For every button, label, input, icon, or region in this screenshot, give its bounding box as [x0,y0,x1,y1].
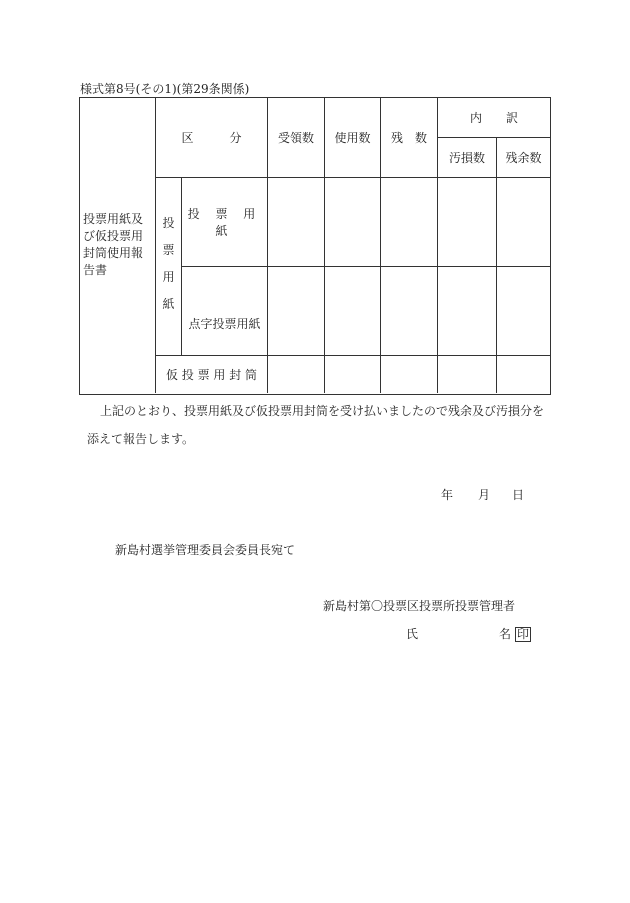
used-count-header: 使用数 [334,130,371,145]
group-label-char: 票 [162,243,175,257]
breakdown-header: 内 訳 [469,110,518,125]
group-label-char: 紙 [162,297,175,311]
form-number-header: 様式第8号(その1)(第29条関係) [80,82,250,96]
surplus-count-header: 残余数 [505,151,542,165]
report-statement-line-1: 上記のとおり、投票用紙及び仮投票用封筒を受け払いましたので残余及び汚損分を [100,404,545,418]
date-year-label: 年 [441,488,454,502]
report-statement-line-2: 添えて報告します。 [87,432,195,446]
division-header [156,97,267,177]
name-label-family: 氏 [406,627,419,641]
name-field [499,625,531,642]
report-table [79,97,551,395]
provisional-envelope-row-label: 仮 投 票 用 封 筒 [165,368,258,382]
date-day-label: 日 [512,488,525,502]
ballot-paper-row-label: 投 票 用 紙 [187,207,262,238]
received-count-header: 受領数 [277,130,314,145]
division-label: 区 分 [181,130,242,145]
group-label-char: 用 [162,270,175,284]
sender-title: 新島村第〇投票区投票所投票管理者 [323,599,516,613]
name-label-given: 名 [499,627,512,641]
seal-stamp-box: 印 [517,627,530,641]
braille-ballot-paper-row-label: 点字投票用紙 [188,316,261,331]
ballot-paper-group-label [156,178,181,355]
remaining-count-header: 残 数 [390,130,427,145]
group-label-char: 投 [162,216,175,230]
report-title-cell: 投票用紙及び仮投票用封筒使用報告書 [83,212,144,277]
date-month-label: 月 [478,488,491,502]
spoiled-count-header: 汚損数 [448,151,485,165]
addressee: 新島村選挙管理委員会委員長宛て [115,543,296,557]
